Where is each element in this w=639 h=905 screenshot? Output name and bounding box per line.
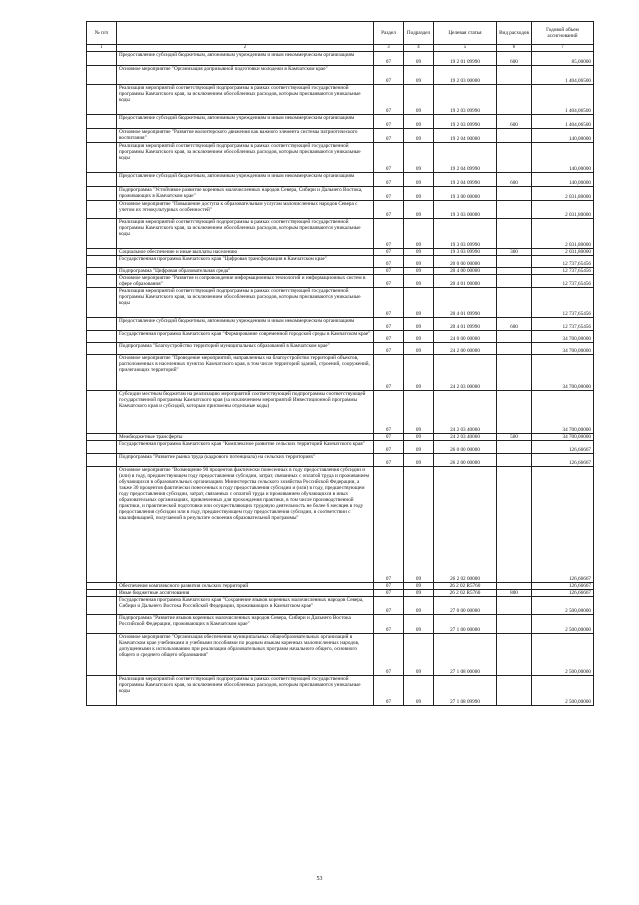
row-amount: 126,66667 bbox=[532, 467, 594, 583]
column-number: 4 bbox=[404, 45, 434, 52]
row-number-cell bbox=[87, 85, 117, 115]
row-description: Реализация мероприятий соответствующей подпрограммы в рамках соответствующей государственной программы Камчатского края, за исключением обособленных расходов, которым присваиваются уникальные коды bbox=[117, 143, 374, 173]
row-podrazdel: 09 bbox=[404, 143, 434, 173]
header-expense-type: Вид расходов bbox=[497, 22, 532, 45]
row-target-article: 26 2 02 R5760 bbox=[434, 583, 497, 590]
row-expense-type bbox=[497, 331, 532, 343]
row-description: Государственная программа Камчатского края "Формирование современной городской среды в Камчатском крае" bbox=[117, 331, 374, 343]
row-number-cell bbox=[87, 343, 117, 355]
row-razdel: 07 bbox=[374, 331, 404, 343]
row-target-article: 19 2 03 09990 bbox=[434, 115, 497, 129]
row-razdel: 07 bbox=[374, 275, 404, 288]
row-amount: 126,66667 bbox=[532, 454, 594, 467]
table-row bbox=[87, 143, 594, 173]
row-target-article: 26 2 02 00000 bbox=[434, 467, 497, 583]
row-target-article: 20 4 00 00000 bbox=[434, 268, 497, 275]
table-row bbox=[87, 331, 594, 343]
row-expense-type bbox=[497, 391, 532, 434]
row-target-article: 24 2 00 00000 bbox=[434, 343, 497, 355]
row-target-article: 24 2 03 00000 bbox=[434, 355, 497, 391]
row-description: Реализация мероприятий соответствующей подпрограммы в рамках соответствующей государственной программы Камчатского края, за исключением обособленных расходов, которым присваиваются уникальные коды bbox=[117, 219, 374, 249]
row-razdel: 07 bbox=[374, 434, 404, 441]
table-row bbox=[87, 615, 594, 634]
row-podrazdel: 09 bbox=[404, 275, 434, 288]
row-podrazdel: 09 bbox=[404, 173, 434, 187]
row-description: Подпрограмма "Развитие рынка труда (кадрового потенциала) на сельских территориях" bbox=[117, 454, 374, 467]
row-podrazdel: 09 bbox=[404, 115, 434, 129]
row-expense-type bbox=[497, 288, 532, 318]
row-target-article: 27 0 00 00000 bbox=[434, 597, 497, 615]
row-razdel: 07 bbox=[374, 355, 404, 391]
row-target-article: 19 2 04 09990 bbox=[434, 173, 497, 187]
row-amount: 126,66667 bbox=[532, 583, 594, 590]
table-row bbox=[87, 318, 594, 331]
header-podrazdel: Подраздел bbox=[404, 22, 434, 45]
row-amount: 34 700,00000 bbox=[532, 434, 594, 441]
table-row bbox=[87, 173, 594, 187]
row-podrazdel: 09 bbox=[404, 201, 434, 219]
header-number: № п/п bbox=[87, 22, 117, 45]
row-number-cell bbox=[87, 219, 117, 249]
row-podrazdel: 09 bbox=[404, 454, 434, 467]
row-expense-type bbox=[497, 583, 532, 590]
row-number-cell bbox=[87, 615, 117, 634]
row-number-cell bbox=[87, 115, 117, 129]
row-target-article: 19 2 03 09990 bbox=[434, 85, 497, 115]
row-podrazdel: 09 bbox=[404, 66, 434, 85]
row-razdel: 07 bbox=[374, 187, 404, 201]
row-razdel: 07 bbox=[374, 343, 404, 355]
row-podrazdel: 09 bbox=[404, 343, 434, 355]
row-expense-type bbox=[497, 355, 532, 391]
table-row bbox=[87, 355, 594, 391]
row-target-article: 20 4 01 09990 bbox=[434, 318, 497, 331]
row-expense-type bbox=[497, 676, 532, 706]
row-expense-type bbox=[497, 441, 532, 454]
row-target-article: 19 2 01 09990 bbox=[434, 52, 497, 66]
row-target-article: 20 0 00 00000 bbox=[434, 256, 497, 268]
table-row bbox=[87, 583, 594, 590]
row-amount: 140,00000 bbox=[532, 173, 594, 187]
row-expense-type: 600 bbox=[497, 115, 532, 129]
row-podrazdel: 09 bbox=[404, 249, 434, 256]
row-target-article: 19 3 03 09990 bbox=[434, 219, 497, 249]
row-podrazdel: 09 bbox=[404, 129, 434, 143]
row-target-article: 26 2 02 R5760 bbox=[434, 590, 497, 597]
row-number-cell bbox=[87, 454, 117, 467]
row-description: Основное мероприятие "Возмещение 90 процентов фактически понесенных в году предоставления субсидии и (или) в году, предшествующем году предоставления субсидии, затрат, связанных с оплатой труда и проживанием обучающихся в образовательных организациях Министерства сельского хозяйства Российской Федерации, а также 30 процентов фактически понесенных в году предоставления субсидии и (или) в году, предшествующем году предоставления субсидии, затрат, связанных с оплатой труда и проживанием обучающихся в иных образовательных организациях, привлеченных для прохождения практики, в том числе производственной практики, и практической подготовки или осуществляющих трудовую деятельность не более 6 месяцев в году предоставления субсидии или в году, предшествующем году предоставления субсидии, в соответствии с квалификацией, получаемой в результате освоения образовательной программы" bbox=[117, 467, 374, 583]
row-description: Государственная программа Камчатского края "Цифровая трансформация в Камчатском крае" bbox=[117, 256, 374, 268]
row-razdel: 07 bbox=[374, 615, 404, 634]
row-number-cell bbox=[87, 256, 117, 268]
row-expense-type bbox=[497, 615, 532, 634]
row-podrazdel: 09 bbox=[404, 583, 434, 590]
row-podrazdel: 09 bbox=[404, 434, 434, 441]
row-razdel: 07 bbox=[374, 318, 404, 331]
row-target-article: 26 0 00 00000 bbox=[434, 441, 497, 454]
row-description: Предоставление субсидий бюджетным, автономным учреждениям и иным некоммерческим организациям bbox=[117, 173, 374, 187]
row-target-article: 19 3 00 00000 bbox=[434, 187, 497, 201]
row-podrazdel: 09 bbox=[404, 634, 434, 676]
row-expense-type: 800 bbox=[497, 590, 532, 597]
row-razdel: 07 bbox=[374, 52, 404, 66]
table-row bbox=[87, 454, 594, 467]
row-amount: 12 737,65456 bbox=[532, 288, 594, 318]
table-row bbox=[87, 590, 594, 597]
row-razdel: 07 bbox=[374, 676, 404, 706]
row-number-cell bbox=[87, 590, 117, 597]
row-description: Иные бюджетные ассигнования bbox=[117, 590, 374, 597]
table-row bbox=[87, 201, 594, 219]
row-razdel: 07 bbox=[374, 454, 404, 467]
row-number-cell bbox=[87, 355, 117, 391]
table-row bbox=[87, 634, 594, 676]
row-amount: 12 737,65456 bbox=[532, 318, 594, 331]
row-expense-type bbox=[497, 467, 532, 583]
row-number-cell bbox=[87, 187, 117, 201]
row-target-article: 20 4 01 09990 bbox=[434, 288, 497, 318]
row-target-article: 19 2 03 00000 bbox=[434, 66, 497, 85]
row-expense-type bbox=[497, 634, 532, 676]
row-description: Основное мероприятие "Проведение мероприятий, направленных на благоустройство территорий объектов, расположенных в населенных пунктах Камчатского края, в том числе территорий зданий, строений, сооружений, прилегающих территорий" bbox=[117, 355, 374, 391]
row-razdel: 07 bbox=[374, 143, 404, 173]
row-amount: 34 700,00000 bbox=[532, 343, 594, 355]
row-target-article: 19 2 04 09990 bbox=[434, 143, 497, 173]
row-number-cell bbox=[87, 173, 117, 187]
row-description: Обеспечение комплексного развития сельских территорий bbox=[117, 583, 374, 590]
row-description: Предоставление субсидий бюджетным, автономным учреждениям и иным некоммерческим организациям bbox=[117, 115, 374, 129]
row-number-cell bbox=[87, 676, 117, 706]
row-amount: 12 737,65456 bbox=[532, 256, 594, 268]
row-number-cell bbox=[87, 52, 117, 66]
row-target-article: 27 1 00 00000 bbox=[434, 615, 497, 634]
row-number-cell bbox=[87, 318, 117, 331]
row-razdel: 07 bbox=[374, 256, 404, 268]
row-amount: 34 700,00000 bbox=[532, 391, 594, 434]
row-number-cell bbox=[87, 275, 117, 288]
row-amount: 2 031,80000 bbox=[532, 201, 594, 219]
table-header-row bbox=[87, 22, 594, 45]
row-podrazdel: 09 bbox=[404, 676, 434, 706]
row-podrazdel: 09 bbox=[404, 590, 434, 597]
row-amount: 126,66667 bbox=[532, 590, 594, 597]
row-target-article: 26 2 00 00000 bbox=[434, 454, 497, 467]
row-expense-type: 300 bbox=[497, 249, 532, 256]
table-row bbox=[87, 187, 594, 201]
row-number-cell bbox=[87, 441, 117, 454]
row-target-article: 27 1 08 00000 bbox=[434, 634, 497, 676]
header-annual-amount: Годовой объем ассигнований bbox=[532, 22, 594, 45]
row-description: Социальное обеспечение и иные выплаты населению bbox=[117, 249, 374, 256]
table-row bbox=[87, 115, 594, 129]
row-razdel: 07 bbox=[374, 173, 404, 187]
row-razdel: 07 bbox=[374, 268, 404, 275]
table-row bbox=[87, 597, 594, 615]
row-amount: 34 700,00000 bbox=[532, 355, 594, 391]
table-row bbox=[87, 441, 594, 454]
row-expense-type bbox=[497, 275, 532, 288]
table-row bbox=[87, 249, 594, 256]
row-description: Основное мероприятие "Организация допризывной подготовки молодежи в Камчатском крае" bbox=[117, 66, 374, 85]
row-podrazdel: 09 bbox=[404, 355, 434, 391]
row-podrazdel: 09 bbox=[404, 597, 434, 615]
row-podrazdel: 09 bbox=[404, 318, 434, 331]
row-number-cell bbox=[87, 143, 117, 173]
table-row bbox=[87, 434, 594, 441]
row-amount: 85,00000 bbox=[532, 52, 594, 66]
row-podrazdel: 09 bbox=[404, 85, 434, 115]
row-description: Государственная программа Камчатского края "Сохранение языков коренных малочисленных народов Севера, Сибири и Дальнего Востока Российской Федерации, проживающих в Камчатском крае" bbox=[117, 597, 374, 615]
row-number-cell bbox=[87, 634, 117, 676]
row-amount: 2 031,80000 bbox=[532, 249, 594, 256]
row-description: Основное мероприятие "Развитие и сопровождение информационных технологий и информационных систем в сфере образования" bbox=[117, 275, 374, 288]
row-amount: 2 500,00000 bbox=[532, 615, 594, 634]
row-podrazdel: 09 bbox=[404, 391, 434, 434]
header-description bbox=[117, 22, 374, 45]
row-podrazdel: 09 bbox=[404, 441, 434, 454]
row-podrazdel: 09 bbox=[404, 52, 434, 66]
row-target-article: 19 2 04 00000 bbox=[434, 129, 497, 143]
row-amount: 2 031,80000 bbox=[532, 219, 594, 249]
row-number-cell bbox=[87, 268, 117, 275]
row-target-article: 20 4 01 00000 bbox=[434, 275, 497, 288]
row-amount: 2 500,00000 bbox=[532, 676, 594, 706]
row-description: Межбюджетные трансферты bbox=[117, 434, 374, 441]
row-podrazdel: 09 bbox=[404, 187, 434, 201]
row-razdel: 07 bbox=[374, 590, 404, 597]
row-podrazdel: 09 bbox=[404, 331, 434, 343]
row-number-cell bbox=[87, 249, 117, 256]
table-row bbox=[87, 676, 594, 706]
column-number: 7 bbox=[532, 45, 594, 52]
row-expense-type bbox=[497, 66, 532, 85]
row-razdel: 07 bbox=[374, 597, 404, 615]
column-number: 2 bbox=[117, 45, 374, 52]
table-row bbox=[87, 268, 594, 275]
row-target-article: 24 2 03 40060 bbox=[434, 434, 497, 441]
row-number-cell bbox=[87, 391, 117, 434]
table-row bbox=[87, 129, 594, 143]
row-description: Государственная программа Камчатского края "Комплексное развитие сельских территорий Камчатского края" bbox=[117, 441, 374, 454]
row-description: Подпрограмма "Развитие языков коренных малочисленных народов Севера, Сибири и Дальнего Востока Российской Федерации, проживающих в Камчатском крае" bbox=[117, 615, 374, 634]
row-razdel: 07 bbox=[374, 288, 404, 318]
table-row bbox=[87, 85, 594, 115]
column-number: 6 bbox=[497, 45, 532, 52]
budget-table bbox=[86, 21, 594, 706]
column-number: 3 bbox=[374, 45, 404, 52]
row-razdel: 07 bbox=[374, 634, 404, 676]
row-description: Подпрограмма "Благоустройство территорий муниципальных образований в Камчатском крае" bbox=[117, 343, 374, 355]
row-amount: 126,66667 bbox=[532, 441, 594, 454]
row-amount: 2 031,80000 bbox=[532, 187, 594, 201]
row-podrazdel: 09 bbox=[404, 615, 434, 634]
row-amount: 1 404,06500 bbox=[532, 115, 594, 129]
row-description: Подпрограмма "Цифровая образовательная среда" bbox=[117, 268, 374, 275]
row-description: Реализация мероприятий соответствующей подпрограммы в рамках соответствующей государственной программы Камчатского края, за исключением обособленных расходов, которым присваиваются уникальные коды bbox=[117, 676, 374, 706]
row-amount: 140,00000 bbox=[532, 143, 594, 173]
row-expense-type bbox=[497, 187, 532, 201]
row-razdel: 07 bbox=[374, 66, 404, 85]
row-razdel: 07 bbox=[374, 129, 404, 143]
row-amount: 12 737,65456 bbox=[532, 268, 594, 275]
row-target-article: 27 1 08 09990 bbox=[434, 676, 497, 706]
row-expense-type: 600 bbox=[497, 318, 532, 331]
row-description: Реализация мероприятий соответствующей подпрограммы в рамках соответствующей государственной программы Камчатского края, за исключением обособленных расходов, которым присваиваются уникальные коды bbox=[117, 288, 374, 318]
row-target-article: 19 3 03 09990 bbox=[434, 249, 497, 256]
row-number-cell bbox=[87, 288, 117, 318]
table-row bbox=[87, 391, 594, 434]
row-expense-type bbox=[497, 343, 532, 355]
row-amount: 140,00000 bbox=[532, 129, 594, 143]
row-description: Основное мероприятие "Развитие волонтерского движения как важного элемента системы патриотического воспитания" bbox=[117, 129, 374, 143]
row-expense-type bbox=[497, 256, 532, 268]
row-razdel: 07 bbox=[374, 201, 404, 219]
row-podrazdel: 09 bbox=[404, 268, 434, 275]
header-razdel: Раздел bbox=[374, 22, 404, 45]
row-expense-type bbox=[497, 268, 532, 275]
row-description: Реализация мероприятий соответствующей подпрограммы в рамках соответствующей государственной программы Камчатского края, за исключением обособленных расходов, которым присваиваются уникальные коды bbox=[117, 85, 374, 115]
table-row bbox=[87, 275, 594, 288]
table-row bbox=[87, 256, 594, 268]
row-razdel: 07 bbox=[374, 219, 404, 249]
row-expense-type bbox=[497, 219, 532, 249]
row-number-cell bbox=[87, 467, 117, 583]
column-number-row bbox=[87, 45, 594, 52]
row-expense-type: 600 bbox=[497, 52, 532, 66]
row-expense-type bbox=[497, 85, 532, 115]
row-amount: 12 737,65456 bbox=[532, 275, 594, 288]
row-number-cell bbox=[87, 583, 117, 590]
row-target-article: 24 0 00 00000 bbox=[434, 331, 497, 343]
table-row bbox=[87, 66, 594, 85]
row-expense-type bbox=[497, 143, 532, 173]
row-podrazdel: 09 bbox=[404, 288, 434, 318]
row-description: Основное мероприятие "Организация обеспечения муниципальных общеобразовательных организаций в Камчатском крае учебниками и учебными пособиями по родным языкам коренных малочисленных народов, допущенными к использованию при реализации образовательных программ начального общего, основного общего и среднего общего образования" bbox=[117, 634, 374, 676]
row-description: Основное мероприятие "Повышение доступа к образовательным услугам малочисленных народов Севера с учетом их этнокультурных особенностей" bbox=[117, 201, 374, 219]
column-number: 5 bbox=[434, 45, 497, 52]
row-podrazdel: 09 bbox=[404, 219, 434, 249]
row-description: Предоставление субсидий бюджетным, автономным учреждениям и иным некоммерческим организациям bbox=[117, 52, 374, 66]
row-expense-type bbox=[497, 201, 532, 219]
row-target-article: 19 3 03 00000 bbox=[434, 201, 497, 219]
row-razdel: 07 bbox=[374, 115, 404, 129]
row-number-cell bbox=[87, 434, 117, 441]
table-body bbox=[87, 52, 594, 706]
row-description: Подпрограмма "Устойчивое развитие коренных малочисленных народов Севера, Сибири и Дальнего Востока, проживающих в Камчатском крае" bbox=[117, 187, 374, 201]
row-description: Предоставление субсидий бюджетным, автономным учреждениям и иным некоммерческим организациям bbox=[117, 318, 374, 331]
table-row bbox=[87, 343, 594, 355]
row-number-cell bbox=[87, 129, 117, 143]
row-expense-type: 500 bbox=[497, 434, 532, 441]
row-description: Субсидии местным бюджетам на реализацию мероприятий соответствующей подпрограммы соответствующей государственной программы Камчатского края (за исключением мероприятий Инвестиционной программы Камчатского края и субсидий, которым присвоены отдельные коды) bbox=[117, 391, 374, 434]
row-podrazdel: 09 bbox=[404, 256, 434, 268]
row-amount: 34 700,00000 bbox=[532, 331, 594, 343]
row-razdel: 07 bbox=[374, 249, 404, 256]
row-target-article: 24 2 03 40060 bbox=[434, 391, 497, 434]
row-number-cell bbox=[87, 66, 117, 85]
row-amount: 1 404,06500 bbox=[532, 66, 594, 85]
column-number: 1 bbox=[87, 45, 117, 52]
row-podrazdel: 09 bbox=[404, 467, 434, 583]
row-expense-type bbox=[497, 129, 532, 143]
row-razdel: 07 bbox=[374, 467, 404, 583]
row-razdel: 07 bbox=[374, 583, 404, 590]
row-number-cell bbox=[87, 597, 117, 615]
row-expense-type bbox=[497, 454, 532, 467]
page-number: 53 bbox=[316, 876, 323, 882]
header-target-article: Целевая статья bbox=[434, 22, 497, 45]
table-row bbox=[87, 467, 594, 583]
row-amount: 2 500,00000 bbox=[532, 634, 594, 676]
table-row bbox=[87, 52, 594, 66]
row-number-cell bbox=[87, 201, 117, 219]
row-razdel: 07 bbox=[374, 391, 404, 434]
row-amount: 2 500,00000 bbox=[532, 597, 594, 615]
row-number-cell bbox=[87, 331, 117, 343]
table-row bbox=[87, 219, 594, 249]
row-amount: 1 404,06500 bbox=[532, 85, 594, 115]
row-razdel: 07 bbox=[374, 441, 404, 454]
table-row bbox=[87, 288, 594, 318]
row-expense-type: 600 bbox=[497, 173, 532, 187]
row-razdel: 07 bbox=[374, 85, 404, 115]
row-expense-type bbox=[497, 597, 532, 615]
